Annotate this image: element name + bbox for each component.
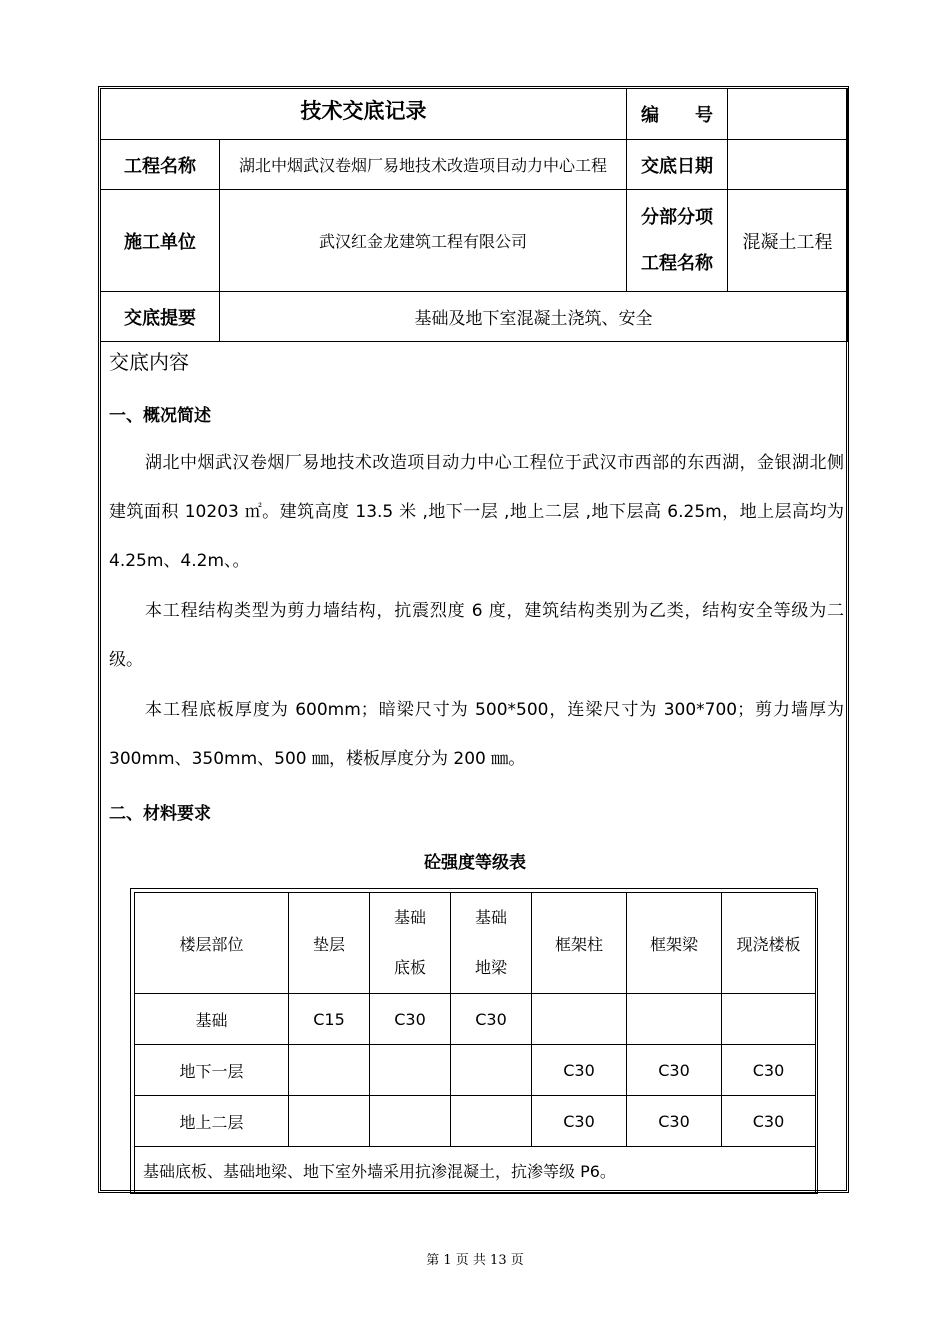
section-material-title: 二、材料要求 xyxy=(109,804,211,824)
project-name-label: 工程名称 xyxy=(101,140,220,190)
table-note: 基础底板、基础地梁、地下室外墙采用抗渗混凝土，抗渗等级 P6。 xyxy=(135,1147,816,1194)
table-row xyxy=(135,994,816,1045)
table-header-row xyxy=(135,893,816,994)
subproject-label-line1: 分部分项 xyxy=(641,206,713,228)
overview-paragraph-2: 本工程结构类型为剪力墙结构，抗震烈度 6 度，建筑结构类别为乙类，结构安全等级为二级。 xyxy=(109,601,844,670)
table-cell xyxy=(451,1096,532,1147)
number-label: 编 号 xyxy=(627,89,728,140)
date-label: 交底日期 xyxy=(627,140,728,190)
table-cell: C30 xyxy=(532,1096,627,1147)
header-line: 基础 xyxy=(474,908,507,927)
header-cell: 垫层 xyxy=(289,893,370,994)
record-header-table xyxy=(100,88,848,342)
subproject-label-line2: 工程名称 xyxy=(641,252,713,274)
header-line: 地梁 xyxy=(474,958,507,977)
date-value xyxy=(728,140,848,190)
header-line: 底板 xyxy=(393,958,426,977)
overview-paragraph-3: 本工程底板厚度为 600mm；暗梁尺寸为 500*500，连梁尺寸为 300*700；剪力墙厚为 300mm、350mm、500 ㎜，楼板厚度分为 200 ㎜。 xyxy=(109,700,844,769)
overview-paragraph-1: 湖北中烟武汉卷烟厂易地技术改造项目动力中心工程位于武汉市西部的东西湖，金银湖北侧 建筑面积 10203 ㎡。建筑高度 13.5 米 ,地下一层 ,地上二层 ,地下层高 6.25m，地上层高均为 4.25m、4.2m、。 xyxy=(109,453,844,571)
table-cell xyxy=(627,994,722,1045)
table-note-row xyxy=(135,1147,816,1194)
header-cell xyxy=(370,893,451,994)
table-row xyxy=(135,1045,816,1096)
table-cell: C30 xyxy=(722,1045,816,1096)
table-row xyxy=(135,1096,816,1147)
table-cell: 地下一层 xyxy=(135,1045,289,1096)
summary-value: 基础及地下室混凝土浇筑、安全 xyxy=(220,292,848,342)
page-footer: 第 1 页 共 13 页 xyxy=(426,1253,524,1268)
header-cell xyxy=(451,893,532,994)
table-cell xyxy=(289,1096,370,1147)
content-label: 交底内容 xyxy=(109,350,189,374)
table-cell: C30 xyxy=(451,994,532,1045)
table-cell xyxy=(370,1096,451,1147)
summary-label: 交底提要 xyxy=(101,292,220,342)
header-cell: 框架柱 xyxy=(532,893,627,994)
header-cell: 现浇楼板 xyxy=(722,893,816,994)
table-cell: C30 xyxy=(370,994,451,1045)
section-overview-title: 一、概况简述 xyxy=(109,406,211,426)
contractor-label: 施工单位 xyxy=(101,190,220,292)
table-cell: 基础 xyxy=(135,994,289,1045)
table-cell: C30 xyxy=(722,1096,816,1147)
grade-table-title: 砼强度等级表 xyxy=(424,853,526,873)
subproject-value: 混凝土工程 xyxy=(728,190,848,292)
table-cell: 地上二层 xyxy=(135,1096,289,1147)
number-value xyxy=(728,89,848,140)
subproject-label xyxy=(627,190,728,292)
table-cell xyxy=(289,1045,370,1096)
header-cell: 框架梁 xyxy=(627,893,722,994)
table-cell xyxy=(532,994,627,1045)
contractor-value: 武汉红金龙建筑工程有限公司 xyxy=(220,190,627,292)
table-cell: C30 xyxy=(627,1045,722,1096)
table-cell: C30 xyxy=(627,1096,722,1147)
header-cell: 楼层部位 xyxy=(135,893,289,994)
table-cell xyxy=(370,1045,451,1096)
table-cell xyxy=(722,994,816,1045)
table-cell: C15 xyxy=(289,994,370,1045)
project-name-value: 湖北中烟武汉卷烟厂易地技术改造项目动力中心工程 xyxy=(220,140,627,190)
table-cell: C30 xyxy=(532,1045,627,1096)
record-title: 技术交底记录 xyxy=(101,89,627,140)
table-cell xyxy=(451,1045,532,1096)
concrete-grade-table xyxy=(134,892,816,1194)
header-line: 基础 xyxy=(393,908,426,927)
